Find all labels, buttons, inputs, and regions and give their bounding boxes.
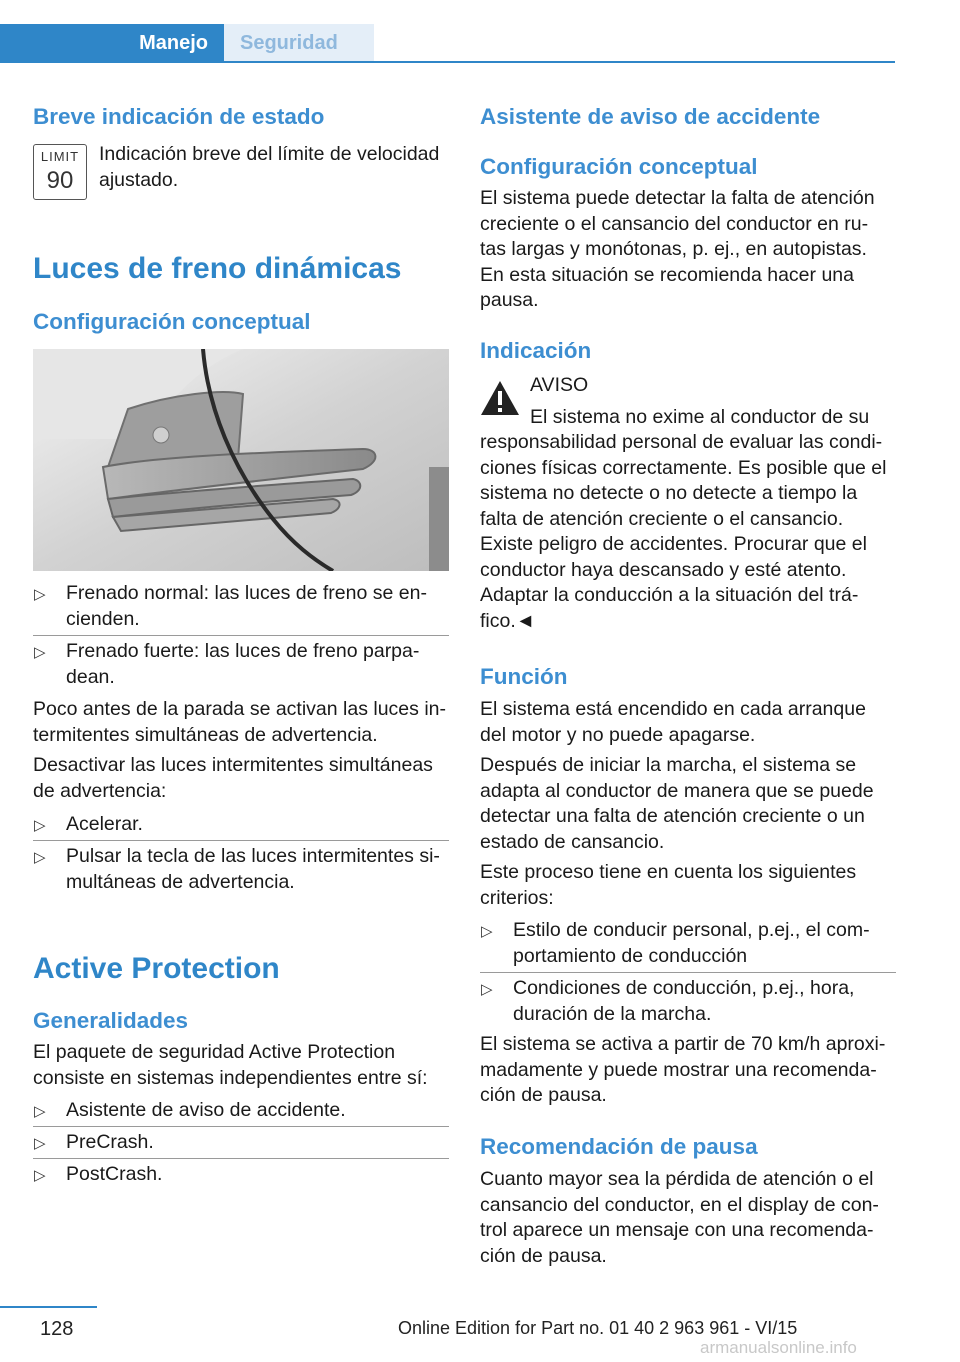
tail-light-photo (33, 349, 449, 571)
list-item (33, 639, 449, 690)
warning-line: sistema no detecte o no detecte a tiempo la (480, 482, 858, 504)
paragraph-line: ción de pausa. (480, 1244, 607, 1267)
paragraph-line: consiste en sistemas independientes entre sí: (33, 1066, 428, 1089)
paragraph (480, 1032, 896, 1109)
list-item (33, 1098, 449, 1124)
status-text-line: Indicación breve del límite de velocidad (99, 143, 440, 165)
list-item-text: Estilo de conducir personal, p.ej., el com‐ (513, 919, 870, 941)
divider (33, 1158, 449, 1159)
generalidades-heading: Generalidades (33, 1008, 189, 1033)
paragraph-line: del motor y no puede apagarse. (480, 723, 756, 746)
tab-manejo[interactable] (0, 24, 224, 63)
paragraph (33, 1040, 449, 1091)
paragraph-line: creciente o el cansancio del conductor en ru‐ (480, 212, 869, 235)
pause-heading: Recomendación de pausa (480, 1134, 758, 1159)
active-protection-title: Active Protection (33, 952, 280, 985)
paragraph-line: Cuanto mayor sea la pérdida de atención o el (480, 1168, 874, 1190)
warning-line: responsabilidad personal de evaluar las condi‐ (480, 431, 883, 453)
paragraph-line: ción de pausa. (480, 1084, 607, 1106)
list-item (33, 844, 449, 895)
list-item-text: cienden. (66, 607, 140, 630)
status-heading: Breve indicación de estado (33, 104, 325, 129)
list-item (33, 1130, 449, 1156)
triangle-bullet-icon: ▷ (34, 817, 46, 834)
divider (480, 972, 896, 973)
list-item-text: duración de la marcha. (513, 1002, 712, 1025)
paragraph (33, 753, 449, 804)
list-item-text: portamiento de conducción (513, 944, 748, 967)
paragraph-line: madamente y puede mostrar una recomenda‐ (480, 1058, 877, 1081)
list-item-text: Asistente de aviso de accidente. (66, 1099, 346, 1121)
list-item (33, 1162, 449, 1188)
warning-line: ciones físicas correctamente. Es posible que el (480, 456, 887, 479)
triangle-bullet-icon: ▷ (34, 1103, 46, 1120)
status-text-line: ajustado. (99, 168, 179, 191)
edition-text: Online Edition for Part no. 01 40 2 963 961 - VI/15 (398, 1318, 798, 1338)
paragraph-line: En esta situación se recomienda hacer una (480, 263, 854, 286)
brake-lights-title: Luces de freno dinámicas (33, 252, 402, 285)
paragraph-line: trol aparece un mensaje con una recomenda‐ (480, 1219, 874, 1241)
paragraph-line: cansancio del conductor, en el display de con‐ (480, 1193, 879, 1216)
limit-icon-label: LIMIT (40, 149, 80, 164)
status-text (99, 142, 449, 193)
paragraph (480, 697, 896, 748)
tab-seguridad-label: Seguridad (240, 32, 338, 54)
list-item-text: Condiciones de conducción, p.ej., hora, (513, 977, 855, 999)
paragraph-line: El sistema puede detectar la falta de atención (480, 187, 875, 209)
warning-line: El sistema no exime al conductor de su (530, 405, 870, 428)
list-item-text: Acelerar. (66, 813, 143, 835)
paragraph-line: Después de iniciar la marcha, el sistema se (480, 754, 857, 776)
brake-config-heading: Configuración conceptual (33, 309, 311, 334)
list-item (480, 976, 896, 1027)
paragraph-line: criterios: (480, 886, 554, 909)
warning-line: Existe peligro de accidentes. Procurar que el (480, 533, 867, 555)
list-item (33, 812, 449, 838)
paragraph-line: El sistema está encendido en cada arranque (480, 698, 866, 720)
accident-assistant-title: Asistente de aviso de accidente (480, 104, 821, 129)
list-item-text: Frenado fuerte: las luces de freno parpa‐ (66, 640, 420, 662)
list-item-text: multáneas de advertencia. (66, 870, 295, 893)
triangle-bullet-icon: ▷ (481, 981, 493, 998)
paragraph-line: de advertencia: (33, 779, 167, 802)
warning-title: AVISO (530, 374, 589, 396)
warning-line: falta de atención creciente o el cansancio. (480, 507, 844, 530)
paragraph-line: El paquete de seguridad Active Protection (33, 1041, 396, 1063)
tab-seguridad[interactable] (224, 24, 374, 61)
divider (33, 840, 449, 841)
paragraph-line: pausa. (480, 289, 539, 311)
pause-paragraph (480, 1167, 896, 1269)
paragraph-line: Poco antes de la parada se activan las luces in‐ (33, 698, 446, 720)
list-item-text: Frenado normal: las luces de freno se en‐ (66, 582, 427, 604)
paragraph-line: Desactivar las luces intermitentes simultáneas (33, 754, 433, 776)
warning-line: fico.◄ (480, 609, 536, 632)
divider (33, 635, 449, 636)
list-item (480, 918, 896, 969)
warning-header (530, 373, 896, 430)
watermark: armanualsonline.info (700, 1338, 857, 1357)
speed-limit-icon (33, 144, 87, 200)
triangle-bullet-icon: ▷ (34, 1135, 46, 1152)
paragraph-line: tas largas y monótonas, p. ej., en autopistas. (480, 238, 867, 260)
triangle-bullet-icon: ▷ (34, 849, 46, 866)
page-number: 128 (40, 1318, 74, 1340)
list-item-text: dean. (66, 665, 115, 688)
triangle-bullet-icon: ▷ (34, 586, 46, 603)
paragraph-line: adapta al conductor de manera que se puede (480, 779, 874, 802)
warning-text (480, 430, 896, 634)
paragraph-line: El sistema se activa a partir de 70 km/h aproxi‐ (480, 1033, 886, 1055)
triangle-bullet-icon: ▷ (481, 923, 493, 940)
paragraph-line: detectar una falta de atención creciente o un (480, 805, 865, 827)
triangle-bullet-icon: ▷ (34, 644, 46, 661)
paragraph-line: Este proceso tiene en cuenta los siguientes (480, 861, 857, 883)
header-rule (0, 61, 895, 63)
list-item (33, 581, 449, 632)
limit-icon-value: 90 (46, 167, 74, 194)
warning-triangle-icon (480, 380, 520, 416)
footer-rule (0, 1306, 97, 1308)
tab-manejo-label: Manejo (139, 32, 208, 54)
paragraph (480, 753, 896, 855)
paragraph-line: estado de cansancio. (480, 830, 665, 853)
paragraph-line: termitentes simultáneas de advertencia. (33, 723, 378, 746)
triangle-bullet-icon: ▷ (34, 1167, 46, 1184)
warning-line: Adaptar la conducción a la situación del trá‐ (480, 584, 859, 606)
list-item-text: PreCrash. (66, 1131, 154, 1153)
config-heading: Configuración conceptual (480, 154, 758, 179)
tail-light-illustration (33, 349, 449, 571)
divider (33, 1126, 449, 1127)
list-item-text: PostCrash. (66, 1163, 163, 1185)
function-heading: Función (480, 664, 568, 689)
list-item-text: Pulsar la tecla de las luces intermitentes si‐ (66, 845, 440, 867)
indication-heading: Indicación (480, 338, 592, 363)
paragraph (33, 697, 449, 748)
config-paragraph (480, 186, 896, 314)
paragraph (480, 860, 896, 911)
warning-line: conductor haya descansado y esté atento. (480, 558, 847, 581)
